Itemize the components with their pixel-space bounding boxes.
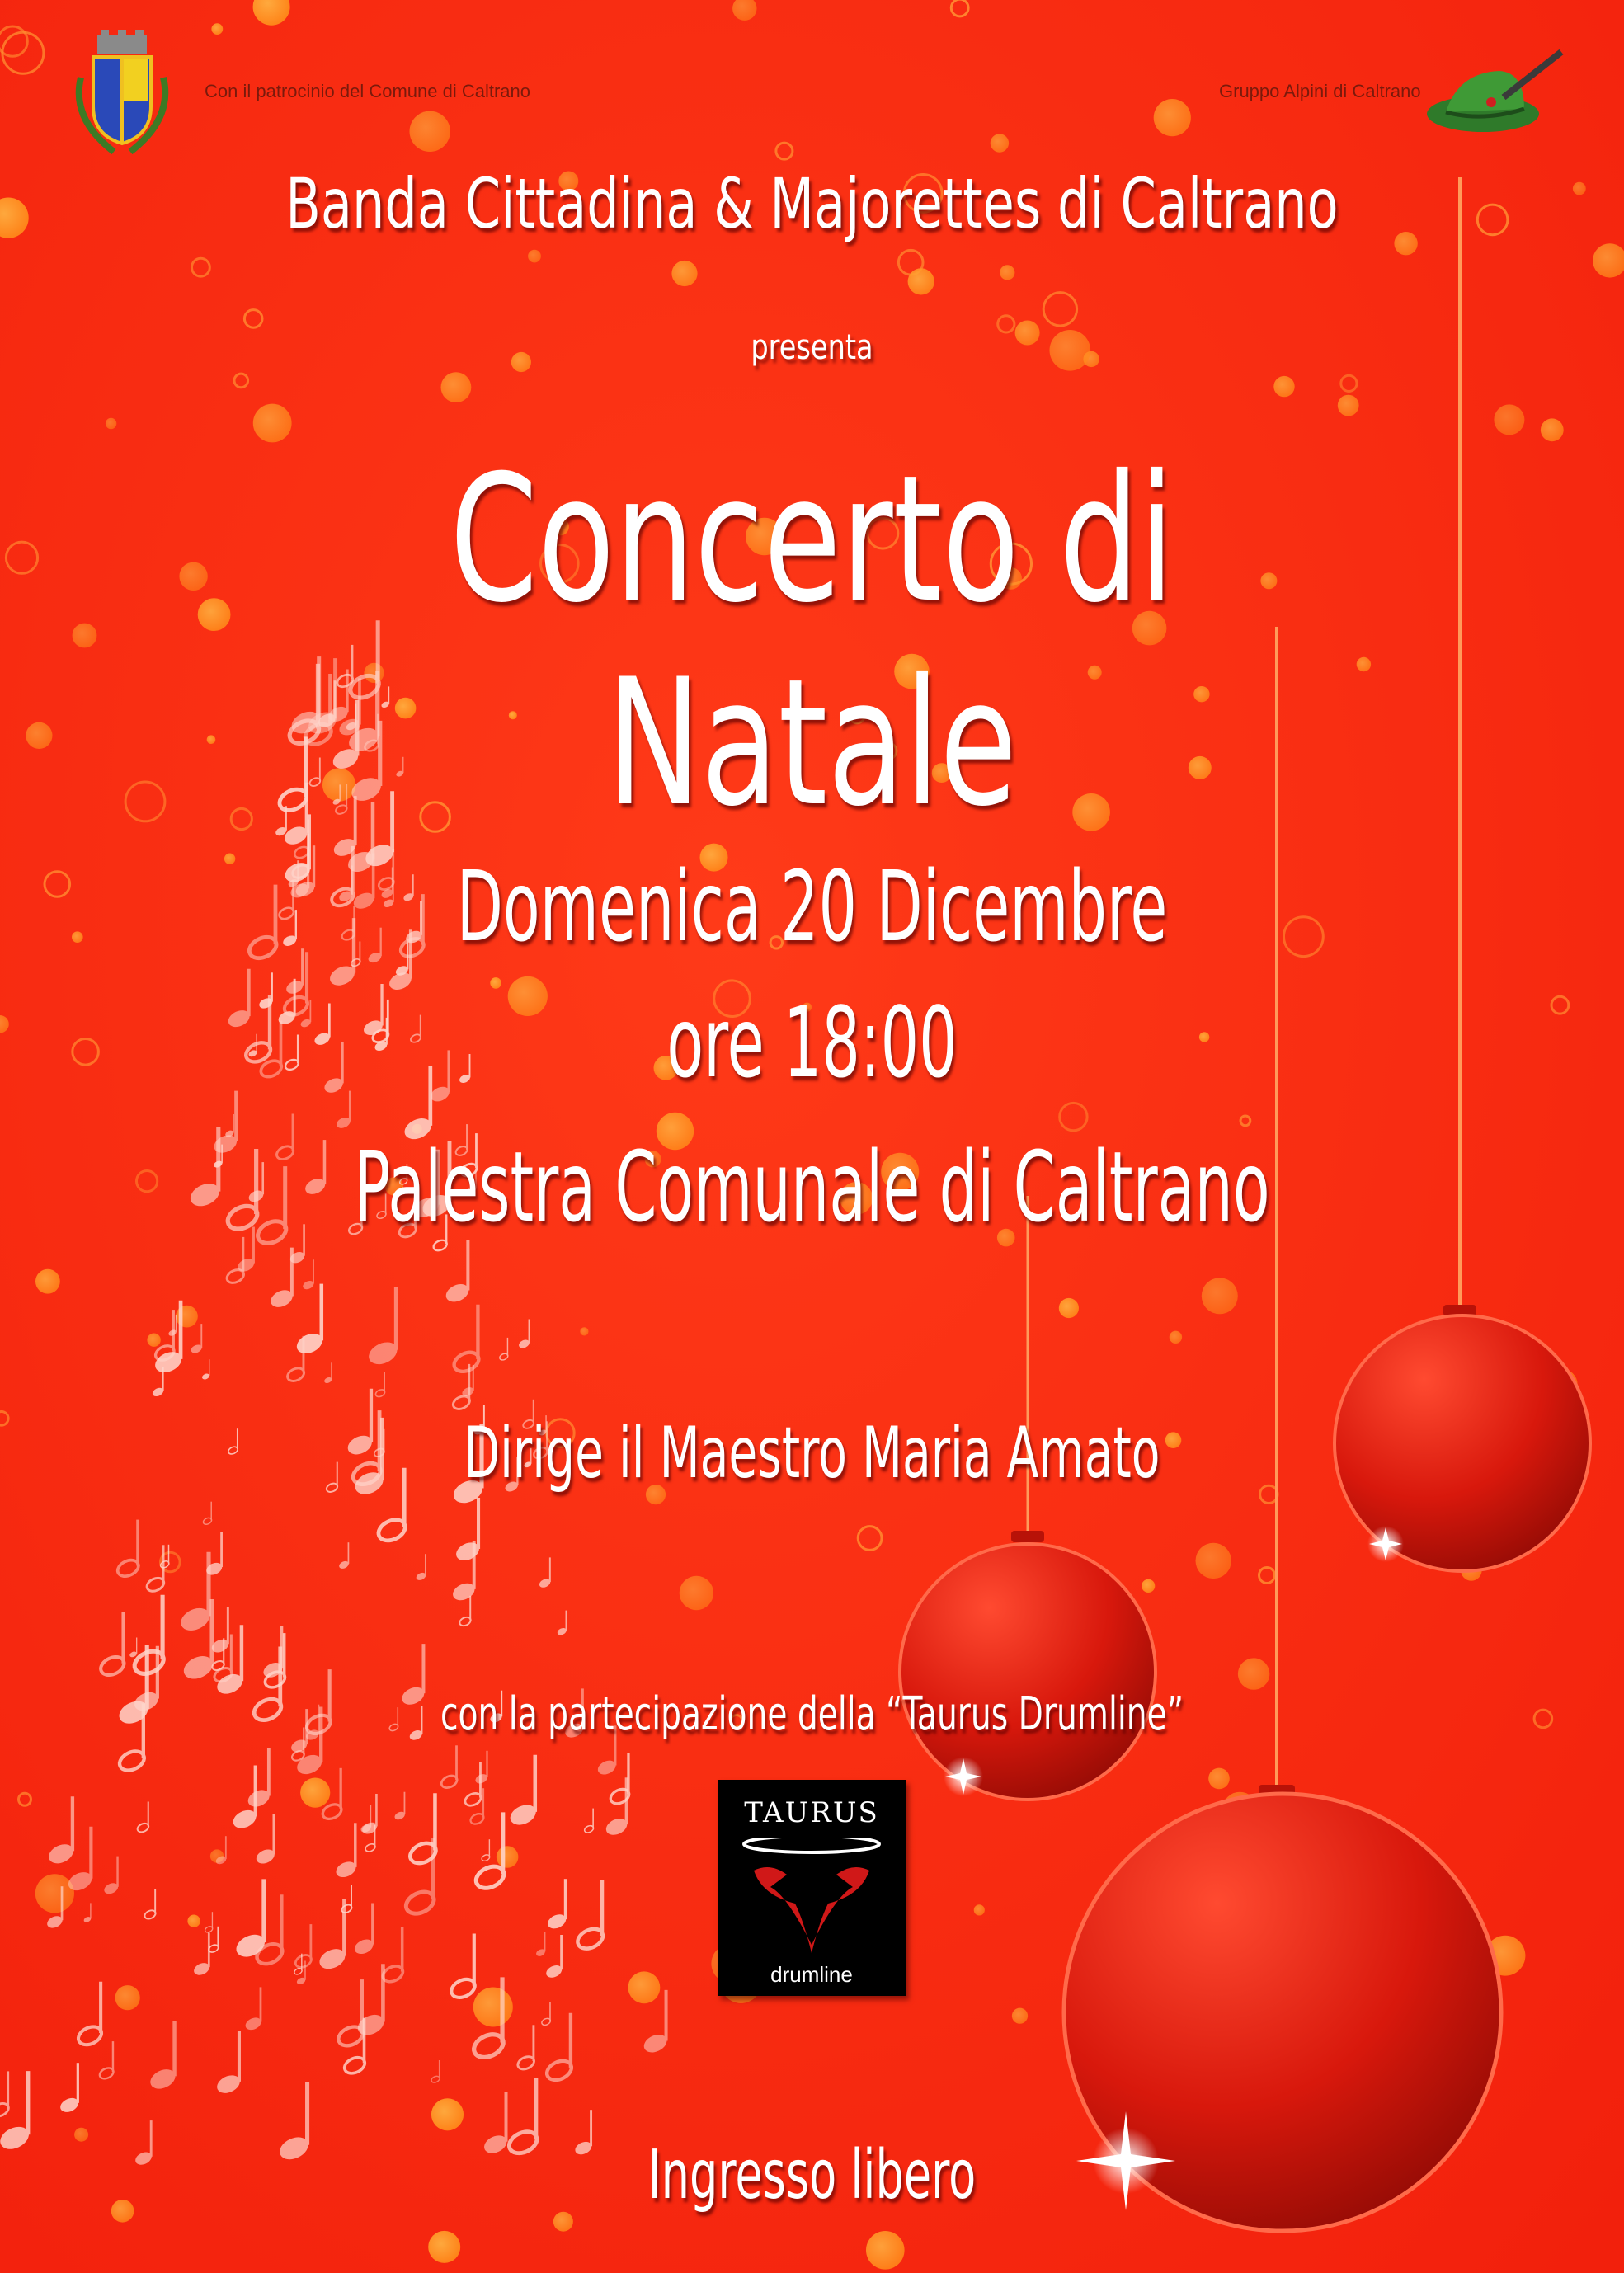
taurus-drumline-logo — [718, 1780, 906, 1996]
event-venue: Palestra Comunale di Caltrano — [354, 1130, 1270, 1244]
bokeh-dot — [1238, 1658, 1269, 1689]
bokeh-dot — [35, 1874, 74, 1913]
bokeh-dot — [198, 598, 231, 631]
bokeh-dot — [187, 1915, 200, 1927]
organizer-title: Banda Cittadina & Majorettes di Caltrano — [285, 163, 1339, 244]
bokeh-dot — [224, 854, 235, 864]
coat-of-arms-icon — [64, 28, 180, 160]
bokeh-dot — [1494, 404, 1524, 435]
bokeh-dot — [111, 2200, 134, 2223]
bokeh-dot — [1273, 376, 1294, 397]
patronage-text: Con il patrocinio del Comune di Caltrano — [205, 81, 530, 101]
alpine-hat-icon — [1425, 48, 1565, 139]
bokeh-dot — [1541, 418, 1564, 441]
participation-line: con la partecipazione della “Taurus Drumline” — [440, 1687, 1184, 1741]
bokeh-dot — [179, 562, 207, 591]
bokeh-dot — [1154, 99, 1191, 136]
bokeh-dot — [73, 624, 97, 648]
logo-wordmark: TAURUS — [744, 1796, 879, 1829]
bull-horns-icon — [737, 1838, 886, 1961]
bokeh-dot — [497, 1846, 519, 1868]
bokeh-dot — [1142, 1579, 1155, 1593]
alpini-group-text: Gruppo Alpini di Caltrano — [1219, 81, 1421, 101]
bokeh-dot — [26, 722, 52, 749]
bokeh-dot — [473, 1988, 513, 2027]
bokeh-dot — [147, 1334, 160, 1347]
bokeh-dot — [428, 2231, 460, 2263]
event-time: ore 18:00 — [666, 986, 958, 1099]
bokeh-dot — [1338, 395, 1359, 416]
bokeh-dot — [300, 1778, 330, 1808]
bokeh-dot — [1000, 265, 1014, 280]
logo-subtitle: drumline — [770, 1962, 853, 1987]
bokeh-dot — [431, 2098, 464, 2130]
bokeh-dot — [528, 250, 541, 263]
presenta-label: presenta — [751, 327, 873, 367]
bokeh-dot — [410, 111, 450, 152]
bokeh-dot — [72, 931, 83, 943]
bokeh-dot — [115, 1985, 140, 2010]
bokeh-dot — [1059, 1298, 1079, 1318]
bokeh-dot — [211, 23, 223, 35]
bokeh-dot — [866, 2231, 905, 2270]
free-entry-text: Ingresso libero — [647, 2136, 977, 2214]
bokeh-dot — [580, 1327, 588, 1335]
bokeh-dot — [1012, 2008, 1028, 2024]
bokeh-dot — [1170, 1331, 1182, 1344]
bokeh-dot — [441, 372, 472, 402]
bokeh-dot — [106, 418, 116, 429]
bokeh-dot — [74, 2128, 88, 2142]
bokeh-dot — [991, 134, 1009, 152]
bokeh-dot — [207, 735, 216, 744]
bokeh-dot — [908, 268, 934, 294]
bokeh-dot — [1202, 1278, 1238, 1314]
bokeh-dot — [1208, 1768, 1230, 1790]
bokeh-dot — [553, 2212, 573, 2232]
bokeh-dot — [1196, 1543, 1231, 1579]
bokeh-dot — [680, 1576, 713, 1610]
conductor-line: Dirige il Maestro Maria Amato — [464, 1412, 1160, 1494]
event-date: Domenica 20 Dicembre — [456, 849, 1168, 963]
bokeh-dot — [671, 261, 697, 286]
bokeh-dot — [628, 1971, 661, 2003]
bokeh-dot — [974, 1904, 985, 1915]
bokeh-dot — [1573, 182, 1586, 195]
concert-title: Concerto di Natale — [450, 437, 1174, 845]
bokeh-dot — [35, 1269, 60, 1294]
